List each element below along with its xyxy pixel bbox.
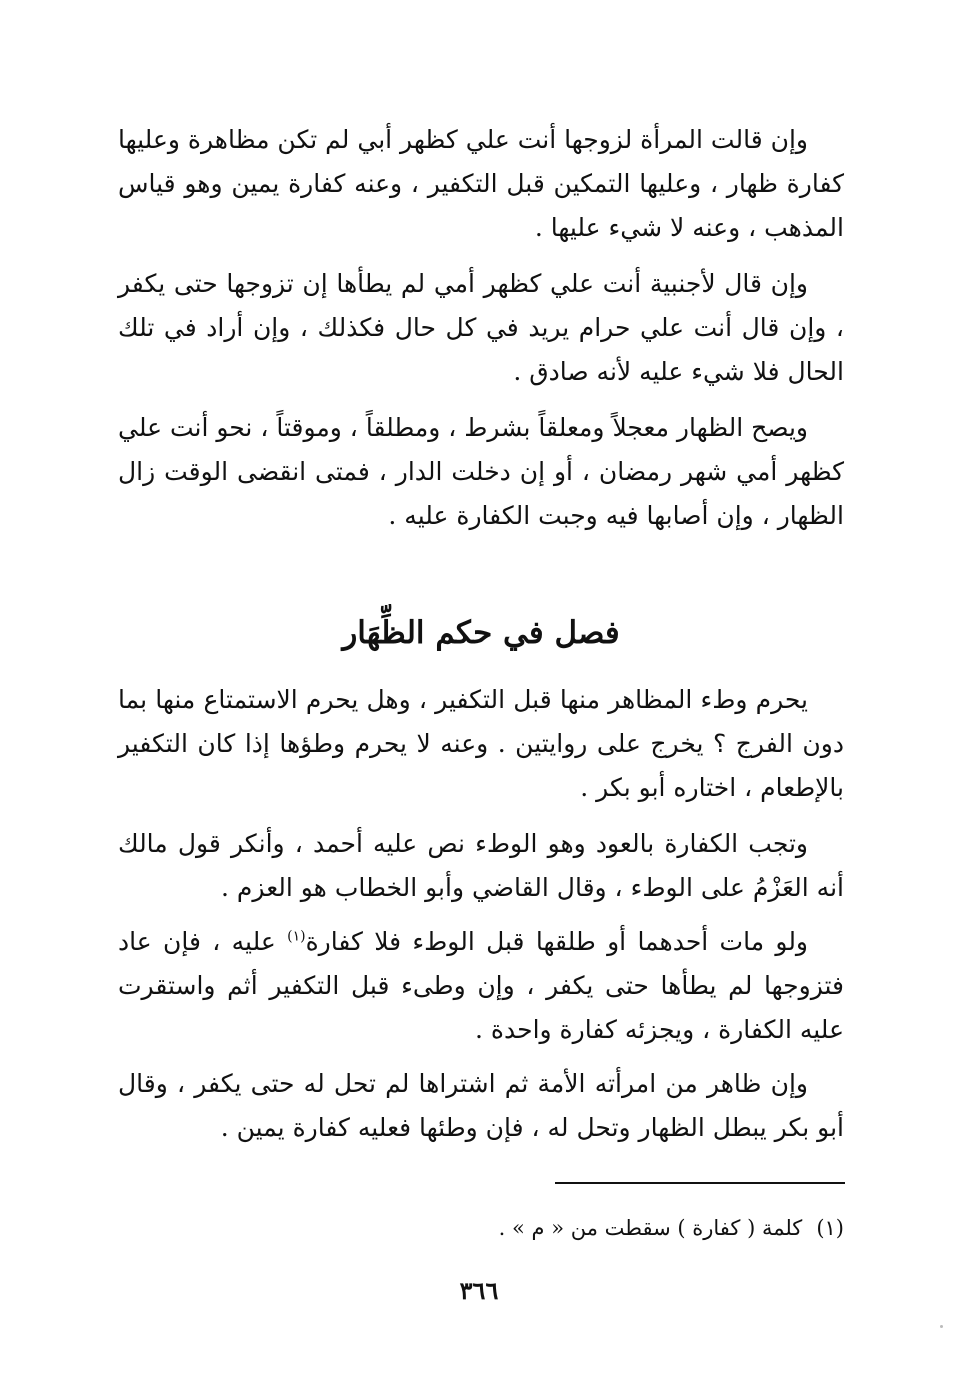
paragraph-6: [118, 920, 844, 1052]
paragraph-4: يحرم وطء المظاهر منها قبل التكفير ، وهل يحرم الاستمتاع منها بما دون الفرج ؟ يخرج على روايتين . وعنه لا يحرم وطؤها إذا كان التكفير بالإطعام ، اختاره أبو بكر .: [118, 685, 844, 802]
section-heading: فصل في حكم الظِّهَار: [342, 615, 620, 651]
paragraph-5: وتجب الكفارة بالعود وهو الوطء نص عليه أحمد ، وأنكر قول مالك أنه العَزْمُ على الوطء ، وقال القاضي وأبو الخطاب هو العزم .: [118, 829, 844, 902]
footnote-reference: (١): [287, 928, 306, 945]
upper-text-block: [118, 118, 844, 538]
paragraph-6-before: ولو مات أحدهما أو طلقها قبل الوطء فلا كفارة: [305, 927, 809, 956]
footnote-text: كلمة ( كفارة ) سقطت من « م » .: [498, 1216, 803, 1240]
paragraph-2: وإن قال لأجنبية أنت علي كظهر أمي لم يطأها إن تزوجها حتى يكفر ، وإن قال أنت علي حرام يريد في كل حال فكذلك ، وإن أراد في تلك الحال فلا شيء عليه لأنه صادق .: [118, 269, 844, 386]
paragraph-6-after: عليه ، فإن عاد فتزوجها لم يطأها حتى يكفر ، وإن وطىء قبل التكفير أثم واستقرت عليه الكفارة ، ويجزئه كفارة واحدة .: [118, 927, 844, 1044]
scan-speck: [940, 1325, 943, 1328]
lower-text-block: [118, 678, 844, 1150]
footnote: [118, 1212, 844, 1244]
paragraph-3: ويصح الظهار معجلاً ومعلقاً بشرط ، ومطلقاً ، وموقتاً ، نحو أنت علي كظهر أمي شهر رمضان ، أو إن دخلت الدار ، فمتى انقضى الوقت زال الظهار ، وإن أصابها فيه وجبت الكفارة عليه .: [118, 413, 844, 530]
footnote-separator: [555, 1182, 845, 1184]
paragraph-1: وإن قالت المرأة لزوجها أنت علي كظهر أبي لم تكن مظاهرة وعليها كفارة ظهار ، وعليها التمكين قبل التكفير ، وعنه كفارة يمين وهو قياس المذهب ، وعنه لا شيء عليها .: [117, 125, 844, 242]
page-number: ٣٦٦: [459, 1276, 499, 1305]
paragraph-7: وإن ظاهر من امرأته الأمة ثم اشتراها لم تحل له حتى يكفر ، وقال أبو بكر يبطل الظهار وتحل له ، فإن وطئها فعليه كفارة يمين .: [118, 1069, 844, 1142]
footnote-number: (١): [816, 1216, 844, 1240]
